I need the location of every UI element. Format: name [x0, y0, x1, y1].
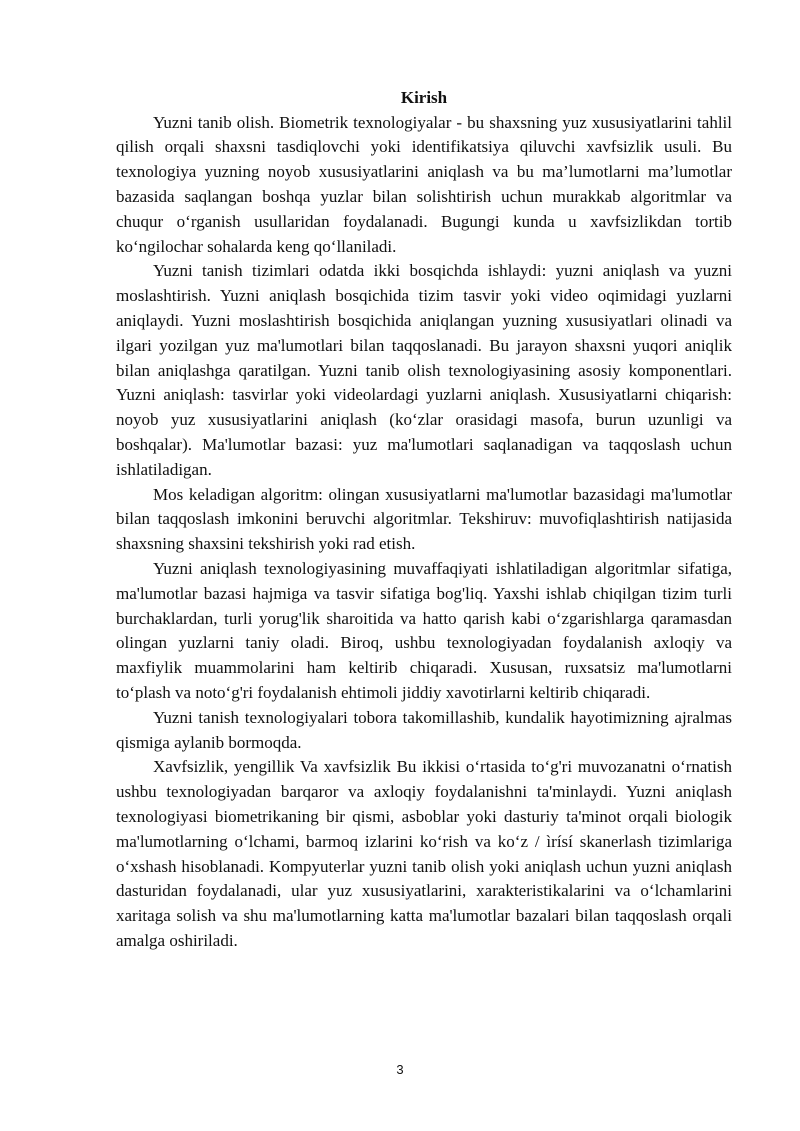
document-page [116, 86, 732, 954]
paragraph-security-balance: Xavfsizlik, yengillik Va xavfsizlik Bu ikkisi o‘rtasida to‘g'ri muvozanatni o‘rnatish ushbu texnologiyadan barqaror va axloqiy foydalanishni ta'minlaydi. Yuzni aniqlash texnologiyasi biometrikaning bir qismi, asboblar yoki dasturiy ta'minot orqali biologik ma'lumotlarning o‘lchami, barmoq izlarini ko‘rish va ko‘z / ìrísí skanerlash tizimlariga o‘xshash hisoblanadi. Kompyuterlar yuzni tanib olish yoki aniqlash uchun yuzni aniqlash dasturidan foydalanadi, ular yuz xususiyatlarini, xarakteristikalarini va o‘lchamlarini xaritaga solish va shu ma'lumotlarning katta ma'lumotlar bazalari bilan taqqoslash orqali amalga oshiriladi. [116, 757, 732, 950]
paragraph-success-factors: Yuzni aniqlash texnologiyasining muvaffaqiyati ishlatiladigan algoritmlar sifatiga, ma'lumotlar bazasi hajmiga va tasvir sifatiga bog'liq. Yaxshi ishlab chiqilgan tizim turli burchaklardan, turli yorug'lik sharoitida va hatto qarish kabi o‘zgarishlarga qaramasdan olingan yuzlarni taniy oladi. Biroq, ushbu texnologiyadan foydalanish axloqiy va maxfiylik muammolarini ham keltirib chiqaradi. Xususan, ruxsatsiz ma'lumotlarni to‘plash va noto‘g'ri foydalanish ehtimoli jiddiy xavotirlarni keltirib chiqaradi. [116, 558, 732, 702]
paragraph-intro: Yuzni tanib olish. Biometrik texnologiyalar - bu shaxsning yuz xususiyatlarini tahlil qilish orqali shaxsni tasdiqlovchi yoki identifikatsiya qiluvchi xavfsizlik usuli. Bu texnologiya yuzning noyob xususiyatlarini aniqlash va bu ma’lumotlarni ma’lumotlar bazasida saqlangan boshqa yuzlar bilan solishtirish uchun murakkab algoritmlar va chuqur o‘rganish usullaridan foydalanadi. Bugungi kunda u xavfsizlikdan tortib ko‘ngilochar sohalarda keng qo‘llaniladi. [116, 112, 732, 256]
paragraph-daily-life: Yuzni tanish texnologiyalari tobora takomillashib, kundalik hayotimizning ajralmas qismiga aylanib bormoqda. [116, 707, 732, 752]
page-title: Kirish [400, 88, 448, 107]
paragraph-recognition-stages: Yuzni tanish tizimlari odatda ikki bosqichda ishlaydi: yuzni aniqlash va yuzni moslashtirish. Yuzni aniqlash bosqichida tizim tasvir yoki video oqimidagi yuzlarni aniqlaydi. Yuzni moslashtirish bosqichida aniqlangan yuzning xususiyatlari olinadi va ilgari yozilgan yuz ma'lumotlari bilan taqqoslanadi. Bu jarayon shaxsni yuqori aniqlik bilan aniqlashga qaratilgan. Yuzni tanib olish texnologiyasining asosiy komponentlari. Yuzni aniqlash: tasvirlar yoki videolardagi yuzlarni aniqlash. Xususiyatlarni chiqarish: noyob yuz xususiyatlarini aniqlash (ko‘zlar orasidagi masofa, burun uzunligi va boshqalar). Ma'lumotlar bazasi: yuz ma'lumotlari saqlanadigan va taqqoslash uchun ishlatiladigan. [116, 261, 732, 479]
page-number: 3 [396, 1062, 404, 1077]
paragraph-matching-algorithm: Mos keladigan algoritm: olingan xususiyatlarni ma'lumotlar bazasidagi ma'lumotlar bilan taqqoslash imkonini beruvchi algoritmlar. Tekshiruv: muvofiqlashtirish natijasida shaxsning shaxsini tekshirish yoki rad etish. [116, 484, 732, 554]
